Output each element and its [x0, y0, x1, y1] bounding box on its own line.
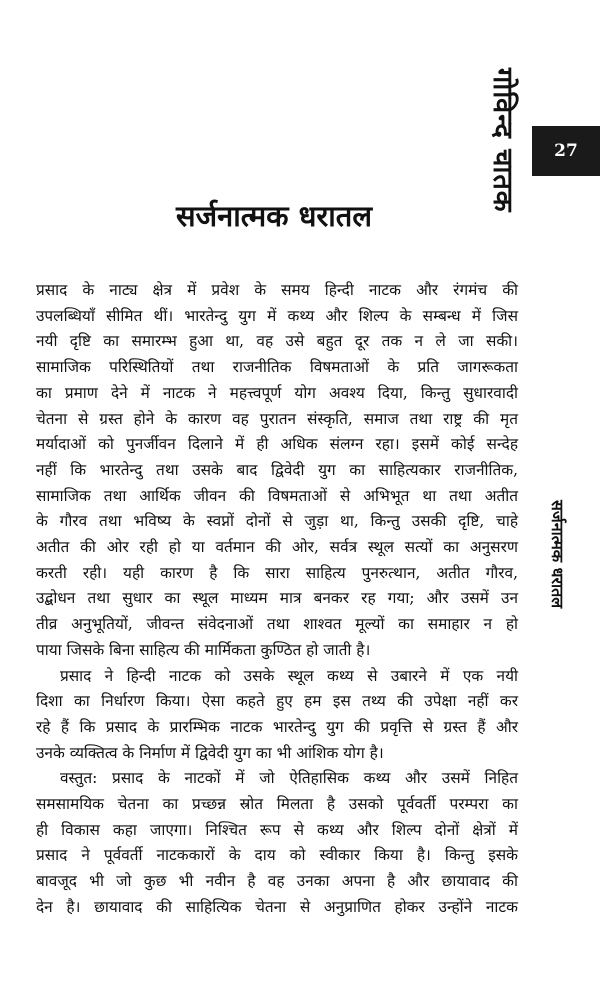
text-line: नहीं कि भारतेन्दु तथा उसके बाद द्विवेदी युग का साहित्यकार राजनीतिक, [36, 460, 518, 479]
text-line: करती रही। यही कारण है कि सारा साहित्य पुनरुत्थान, अतीत गौरव, [36, 563, 518, 582]
page-number: 27 [554, 141, 578, 161]
chapter-title: सर्जनात्मक धरातल [176, 199, 372, 233]
text-line: उनके व्यक्तित्व के निर्माण में द्विवेदी युग का भी आंशिक योग है। [36, 743, 384, 762]
text-line: उपलब्धियाँ सीमित थीं। भारतेन्दु युग में कथ्य और शिल्प के सम्बन्ध में जिस [36, 306, 518, 325]
author-vertical-heading: गोविन्द चातक [487, 68, 518, 213]
text-line: के गौरव तथा भविष्य के स्वप्नों दोनों से जुड़ा था, किन्तु उसकी दृष्टि, चाहे [36, 512, 518, 531]
page-number-tab [532, 126, 600, 176]
text-line: तीव्र अनुभूतियों, जीवन्त संवेदनाओं तथा शाश्वत मूल्यों का समाहार न हो [36, 615, 518, 634]
running-head-vertical: सर्जनात्मक धरातल [548, 500, 567, 609]
text-line: उद्बोधन तथा सुधार का स्थूल माध्यम मात्र बनकर रह गया; और उसमें उन [36, 589, 518, 608]
text-line: चेतना से ग्रस्त होने के कारण वह पुरातन संस्कृति, समाज तथा राष्ट्र की मृत [36, 409, 518, 428]
text-line: समसामयिक चेतना का प्रच्छन्न स्रोत मिलता है उसको पूर्ववर्ती परम्परा का [36, 795, 518, 814]
text-line: मर्यादाओं को पुनर्जीवन दिलाने में ही अधिक संलग्न रहा। इसमें कोई सन्देह [36, 435, 518, 454]
text-line: पाया जिसके बिना साहित्य की मार्मिकता कुण्ठित हो जाती है। [36, 640, 371, 659]
text-line: नयी दृष्टि का समारम्भ हुआ था, वह उसे बहुत दूर तक न ले जा सकी। [36, 332, 518, 351]
text-line: वस्तुत: प्रसाद के नाटकों में जो ऐतिहासिक कथ्य और उसमें निहित [60, 769, 518, 788]
body-text [36, 278, 518, 921]
text-line: सामाजिक तथा आर्थिक जीवन की विषमताओं से अभिभूत था तथा अतीत [36, 486, 518, 505]
text-line: दिशा का निर्धारण किया। ऐसा कहते हुए हम इस तथ्य की उपेक्षा नहीं कर [36, 692, 518, 711]
text-line: रहे हैं कि प्रसाद के प्रारम्भिक नाटक भारतेन्दु युग की प्रवृत्ति से ग्रस्त हैं और [36, 717, 518, 736]
text-line: सामाजिक परिस्थितियों तथा राजनीतिक विषमताओं के प्रति जागरूकता [36, 358, 518, 377]
text-line: अतीत की ओर रही हो या वर्तमान की ओर, सर्वत्र स्थूल सत्यों का अनुसरण [36, 538, 518, 557]
text-line: प्रसाद ने पूर्ववर्ती नाटककारों के दाय को स्वीकार किया है। किन्तु इसके [36, 846, 518, 865]
text-line: देन है। छायावाद की साहित्यिक चेतना से अनुप्राणित होकर उन्होंने नाटक [36, 897, 518, 916]
text-line: का प्रमाण देने में नाटक ने महत्त्वपूर्ण योग अवश्य दिया, किन्तु सुधारवादी [36, 383, 518, 402]
text-line: ही विकास कहा जाएगा। निश्चित रूप से कथ्य और शिल्प दोनों क्षेत्रों में [36, 820, 518, 839]
text-line: बावजूद भी जो कुछ भी नवीन है वह उनका अपना है और छायावाद की [36, 872, 518, 891]
text-line: प्रसाद के नाट्य क्षेत्र में प्रवेश के समय हिन्दी नाटक और रंगमंच की [36, 281, 518, 299]
text-line: प्रसाद ने हिन्दी नाटक को उसके स्थूल कथ्य से उबारने में एक नयी [60, 666, 518, 685]
